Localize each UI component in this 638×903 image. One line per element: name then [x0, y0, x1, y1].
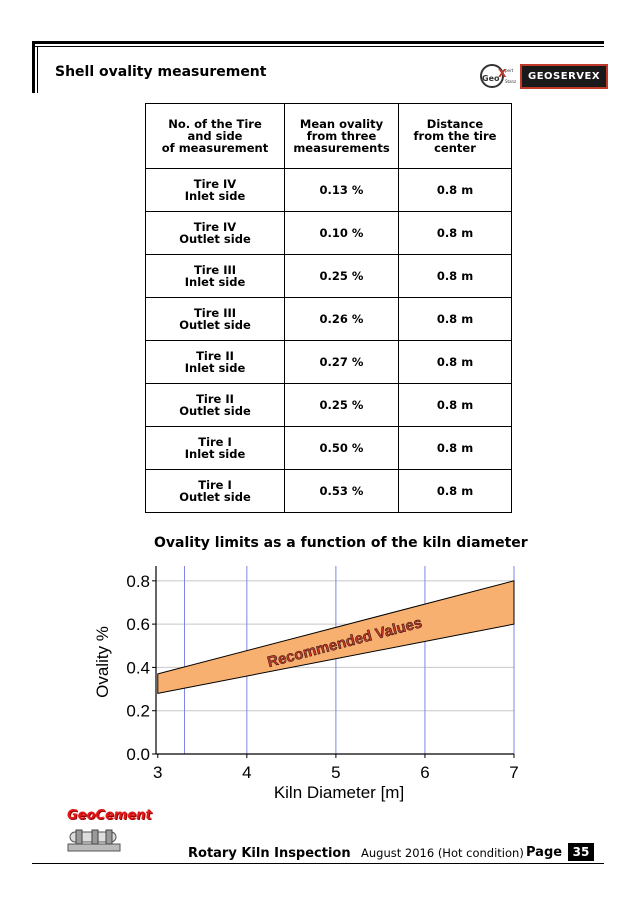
- page-title: Shell ovality measurement: [55, 64, 267, 80]
- ovality-cell: 0.27 %: [285, 341, 399, 384]
- ovality-table: [145, 103, 512, 513]
- ovality-cell: 0.26 %: [285, 298, 399, 341]
- svg-text:pert: pert: [505, 68, 514, 73]
- tire-cell: Tire III Inlet side: [146, 255, 285, 298]
- y-tick-label: 0.4: [126, 658, 150, 678]
- svg-text:Stanz: Stanz: [505, 79, 516, 84]
- ovality-limits-chart: [90, 552, 530, 807]
- distance-cell: 0.8 m: [399, 298, 512, 341]
- x-tick-label: 4: [242, 763, 252, 782]
- tire-cell: Tire I Inlet side: [146, 427, 285, 470]
- x-tick-label: 3: [153, 763, 163, 782]
- distance-cell: 0.8 m: [399, 212, 512, 255]
- x-axis-title: Kiln Diameter [m]: [273, 783, 405, 802]
- page-number: 35: [568, 843, 594, 861]
- tire-cell: Tire I Outlet side: [146, 470, 285, 513]
- tire-cell: Tire II Outlet side: [146, 384, 285, 427]
- table-row: [146, 384, 512, 427]
- table-row: [146, 470, 512, 513]
- table-row: [146, 255, 512, 298]
- header-tire: No. of the Tire and side of measurement: [146, 104, 285, 169]
- tire-cell: Tire II Inlet side: [146, 341, 285, 384]
- y-tick-label: 0.2: [126, 701, 150, 721]
- distance-cell: 0.8 m: [399, 384, 512, 427]
- page-frame-left-inner: [37, 46, 38, 93]
- kiln-illustration-icon: [66, 826, 122, 854]
- page-frame-left: [32, 41, 35, 93]
- x-tick-label: 6: [420, 763, 430, 782]
- table-row: [146, 212, 512, 255]
- y-tick-label: 0.0: [126, 745, 150, 764]
- x-tick-label: 5: [331, 763, 341, 782]
- logo-text: GEOSERVEX: [520, 64, 608, 89]
- ovality-cell: 0.53 %: [285, 470, 399, 513]
- table-row: [146, 298, 512, 341]
- y-tick-label: 0.8: [126, 571, 150, 591]
- ovality-cell: 0.10 %: [285, 212, 399, 255]
- page-frame-top: [32, 41, 604, 44]
- y-axis-title: Ovality %: [93, 626, 112, 698]
- chart-title: Ovality limits as a function of the kiln diameter: [154, 535, 528, 551]
- footer-date: August 2016 (Hot condition): [361, 846, 524, 860]
- y-tick-label: 0.6: [126, 615, 150, 635]
- header-mean-ovality: Mean ovality from three measurements: [285, 104, 399, 169]
- ovality-cell: 0.13 %: [285, 169, 399, 212]
- distance-cell: 0.8 m: [399, 341, 512, 384]
- distance-cell: 0.8 m: [399, 255, 512, 298]
- distance-cell: 0.8 m: [399, 427, 512, 470]
- x-tick-label: 7: [509, 763, 519, 782]
- header-distance: Distance from the tire center: [399, 104, 512, 169]
- tire-cell: Tire IV Inlet side: [146, 169, 285, 212]
- svg-text:X: X: [498, 67, 507, 80]
- page-frame-top-inner: [32, 46, 604, 47]
- svg-text:Geo: Geo: [482, 74, 500, 83]
- geoxpert-logo-mark: [478, 62, 516, 90]
- footer-page-label: Page: [526, 845, 563, 860]
- geoservex-logo: [478, 62, 608, 90]
- band-label: Recommended Values: [265, 614, 424, 672]
- distance-cell: 0.8 m: [399, 169, 512, 212]
- footer-title: Rotary Kiln Inspection: [188, 846, 351, 861]
- ovality-cell: 0.25 %: [285, 384, 399, 427]
- ovality-cell: 0.50 %: [285, 427, 399, 470]
- distance-cell: 0.8 m: [399, 470, 512, 513]
- table-row: [146, 427, 512, 470]
- tire-cell: Tire IV Outlet side: [146, 212, 285, 255]
- geocement-brand: GeoCement: [67, 808, 152, 823]
- tire-cell: Tire III Outlet side: [146, 298, 285, 341]
- table-row: [146, 341, 512, 384]
- footer-rule: [32, 863, 604, 864]
- table-row: [146, 169, 512, 212]
- table-header-row: [146, 104, 512, 169]
- ovality-cell: 0.25 %: [285, 255, 399, 298]
